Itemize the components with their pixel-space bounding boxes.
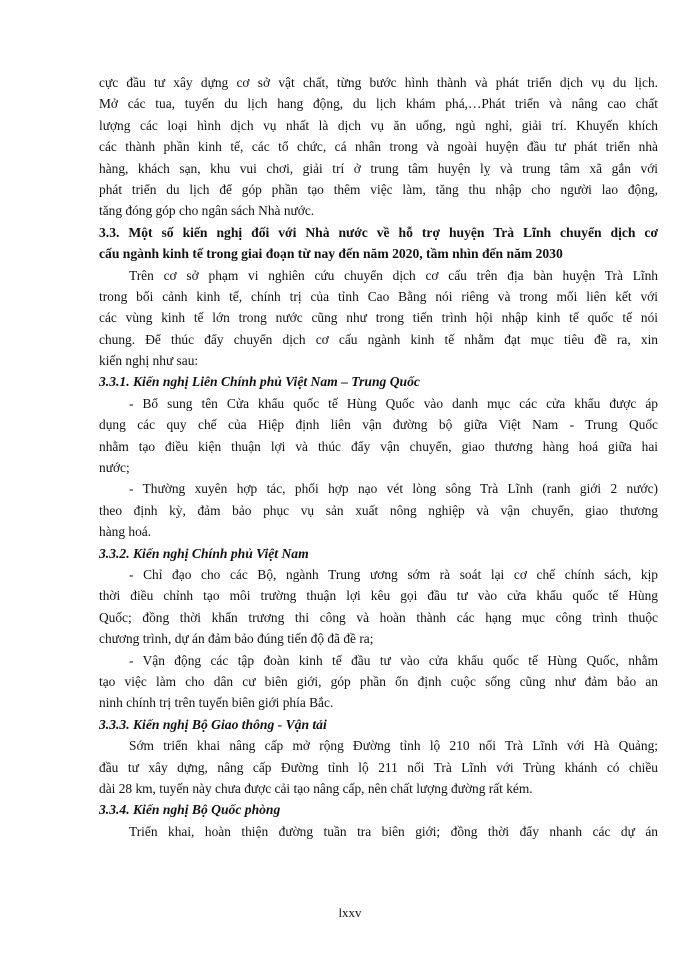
body-line: - Vận động các tập đoàn kinh tế đầu tư vào cửa khẩu quốc tế Hùng Quốc, nhằm <box>129 652 658 668</box>
body-line: đầu tư xây dựng, nâng cấp Đường tỉnh lộ 211 nối Trà Lĩnh với Trùng khánh có chiều <box>99 759 658 775</box>
body-line: phát triển du lịch để góp phần tạo thêm việc làm, tăng thu nhập cho người lao động, <box>99 181 658 197</box>
body-line: lượng các loại hình dịch vụ nhất là dịch vụ ăn uống, ngủ nghỉ, giải trí. Khuyến khích <box>99 117 658 133</box>
body-line: tạo việc làm cho dân cư biên giới, góp phần ổn định cuộc sống cũng như đảm bảo an <box>99 673 658 689</box>
body-line: các thành phần kinh tế, các tổ chức, cá nhân trong và ngoài huyện đầu tư phát triển nhà <box>99 139 658 155</box>
page-number: lxxv <box>338 905 362 920</box>
body-line: chung. Để thúc đẩy chuyển dịch cơ cấu ngành kinh tế nhằm đạt mục tiêu đề ra, xin <box>99 331 658 347</box>
body-line: ninh chính trị trên tuyến biên giới phía Bắc. <box>99 695 334 711</box>
body-line: Mở các tua, tuyến du lịch hang động, du lịch khám phá,…Phát triển và nâng cao chất <box>99 96 658 112</box>
body-line: dụng các quy chế của Hiệp định liên vận đường bộ giữa Việt Nam - Trung Quốc <box>99 417 658 433</box>
body-line: trong bối cảnh kinh tế, chính trị của tỉnh Cao Bằng nói riêng và trong mối liên kết với <box>99 288 658 304</box>
body-line: tăng đóng góp cho ngân sách Nhà nước. <box>99 203 315 219</box>
subsection-heading: 3.3.2. Kiến nghị Chính phủ Việt Nam <box>99 545 309 561</box>
body-line: chương trình, dự án đảm bảo đúng tiến độ đã đề ra; <box>99 631 374 647</box>
section-heading: cấu ngành kinh tế trong giai đoạn từ nay đến năm 2020, tầm nhìn đến năm 2030 <box>99 246 563 262</box>
body-line: các vùng kinh tế lớn trong nước cũng như trong tiến trình hội nhập kinh tế quốc tế nói <box>99 310 658 326</box>
body-line: - Chỉ đạo cho các Bộ, ngành Trung ương sớm rà soát lại cơ chế chính sách, kịp <box>129 566 658 582</box>
body-line: dài 28 km, tuyến này chưa được cải tạo nâng cấp, nên chất lượng đường rất kém. <box>99 780 533 796</box>
subsection-heading: 3.3.1. Kiến nghị Liên Chính phủ Việt Nam – Trung Quốc <box>99 374 420 390</box>
body-line: theo định kỳ, đảm bảo phục vụ sản xuất nông nghiệp và vận chuyển, giao thương <box>99 502 658 518</box>
body-line: Sớm triển khai nâng cấp mở rộng Đường tỉnh lộ 210 nối Trà Lĩnh với Hà Quảng; <box>129 738 658 754</box>
document-page <box>99 72 658 842</box>
body-line: hàng hoá. <box>99 524 152 540</box>
body-line: thời điều chỉnh tạo môi trường thuận lợi kêu gọi đầu tư vào cửa khẩu quốc tế Hùng <box>99 588 658 604</box>
body-line: cực đầu tư xây dựng cơ sở vật chất, từng bước hình thành và phát triển dịch vụ du lịch. <box>99 75 658 90</box>
body-line: hàng, khách sạn, khu vui chơi, giải trí ở trung tâm huyện lỵ và trung tâm xã gắn với <box>99 160 658 176</box>
body-line: - Bổ sung tên Cửa khẩu quốc tế Hùng Quốc vào danh mục các cửa khẩu được áp <box>129 395 658 411</box>
body-line: Trên cơ sở phạm vi nghiên cứu chuyển dịch cơ cấu trên địa bàn huyện Trà Lĩnh <box>129 267 658 283</box>
body-line: Quốc; đồng thời khẩn trương thi công và hoàn thành các hạng mục công trình thuộc <box>99 609 658 625</box>
body-line: - Thường xuyên hợp tác, phối hợp nạo vét lòng sông Trà Lĩnh (ranh giới 2 nước) <box>129 481 658 497</box>
subsection-heading: 3.3.3. Kiến nghị Bộ Giao thông - Vận tải <box>99 716 327 732</box>
body-line: nước; <box>99 460 130 476</box>
body-line: nhằm tạo điều kiện thuận lợi và thúc đẩy vận chuyển, giao thương hàng hoá giữa hai <box>99 438 658 454</box>
body-line: kiến nghị như sau: <box>99 353 199 369</box>
body-line: Triển khai, hoàn thiện đường tuần tra biên giới; đồng thời đẩy nhanh các dự án <box>129 823 658 839</box>
section-heading: 3.3. Một số kiến nghị đối với Nhà nước về hỗ trợ huyện Trà Lĩnh chuyển dịch cơ <box>99 224 658 240</box>
subsection-heading: 3.3.4. Kiến nghị Bộ Quốc phòng <box>99 802 281 818</box>
